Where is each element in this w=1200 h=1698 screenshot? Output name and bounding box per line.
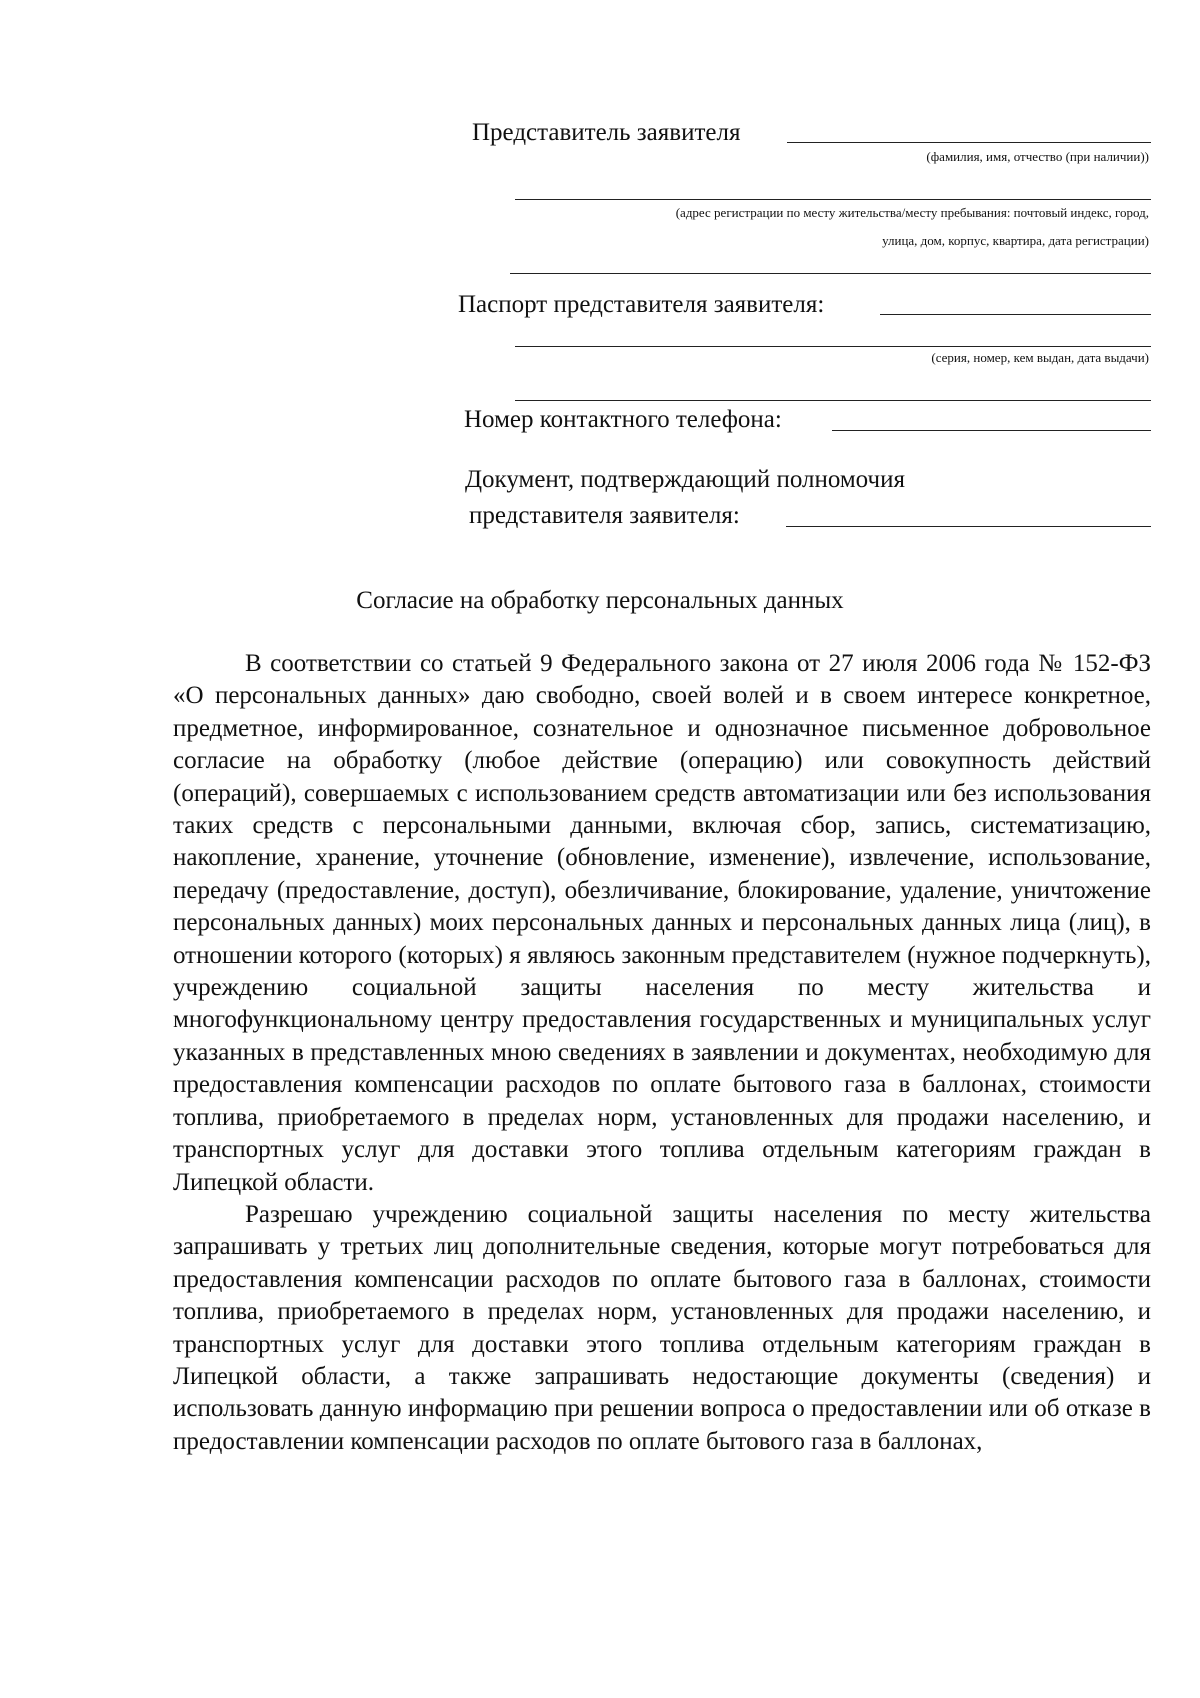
- consent-body: [173, 648, 1151, 1458]
- passport-line-1[interactable]: [880, 314, 1151, 315]
- address-line-1[interactable]: [515, 199, 1151, 200]
- passport-line-2[interactable]: [515, 346, 1151, 347]
- authority-label-line-2: представителя заявителя:: [469, 502, 740, 529]
- passport-caption: (серия, номер, кем выдан, дата выдачи): [931, 350, 1149, 365]
- address-caption-2: улица, дом, корпус, квартира, дата регистрации): [882, 233, 1149, 248]
- phone-line[interactable]: [832, 430, 1151, 431]
- address-line-2[interactable]: [510, 273, 1151, 274]
- consent-paragraph-2: Разрешаю учреждению социальной защиты населения по месту жительства запрашивать у третьих лиц дополнительные сведения, которые могут потребоваться для предоставления компенсации расходов по оплате бытового газа в баллонах, стоимости топлива, приобретаемого в пределах норм, установленных для продажи населению, и транспортных услуг для доставки этого топлива отдельным категориям граждан в Липецкой области, а также запрашивать недостающие документы (сведения) и использовать данную информацию при решении вопроса о предоставлении или об отказе в предоставлении компенсации расходов по оплате бытового газа в баллонах,: [173, 1200, 1151, 1455]
- representative-name-line[interactable]: [787, 142, 1151, 143]
- authority-line[interactable]: [786, 526, 1151, 527]
- consent-paragraph-1: В соответствии со статьей 9 Федерального закона от 27 июля 2006 года № 152-ФЗ «О персональных данных» даю свободно, своей волей и в своем интересе конкретное, предметное, информированное, сознательное и однозначное письменное добровольное согласие на обработку (любое действие (операцию) или совокупность действий (операций), совершаемых с использованием средств автоматизации или без использования таких средств с персональными данными, включая сбор, запись, систематизацию, накопление, хранение, уточнение (обновление, изменение), извлечение, использование, передачу (предоставление, доступ), обезличивание, блокирование, удаление, уничтожение персональных данных) моих персональных данных и персональных данных лица (лиц), в отношении которого (которых) я являюсь законным представителем (нужное подчеркнуть), учреждению социальной защиты населения по месту жительства и многофункциональному центру предоставления государственных и муниципальных услуг указанных в представленных мною сведениях в заявлении и документах, необходимую для предоставления компенсации расходов по оплате бытового газа в баллонах, стоимости топлива, приобретаемого в пределах норм, установленных для продажи населению, и транспортных услуг для доставки этого топлива отдельным категориям граждан в Липецкой области.: [173, 650, 1151, 1196]
- passport-line-3[interactable]: [515, 400, 1151, 401]
- phone-label: Номер контактного телефона:: [464, 406, 782, 433]
- consent-title: Согласие на обработку персональных данных: [356, 587, 844, 614]
- representative-label: Представитель заявителя: [472, 119, 741, 146]
- passport-label: Паспорт представителя заявителя:: [458, 291, 825, 318]
- address-caption-1: (адрес регистрации по месту жительства/месту пребывания: почтовый индекс, город,: [675, 205, 1149, 220]
- authority-label-line-1: Документ, подтверждающий полномочия: [465, 466, 905, 493]
- fio-caption: (фамилия, имя, отчество (при наличии)): [926, 149, 1149, 164]
